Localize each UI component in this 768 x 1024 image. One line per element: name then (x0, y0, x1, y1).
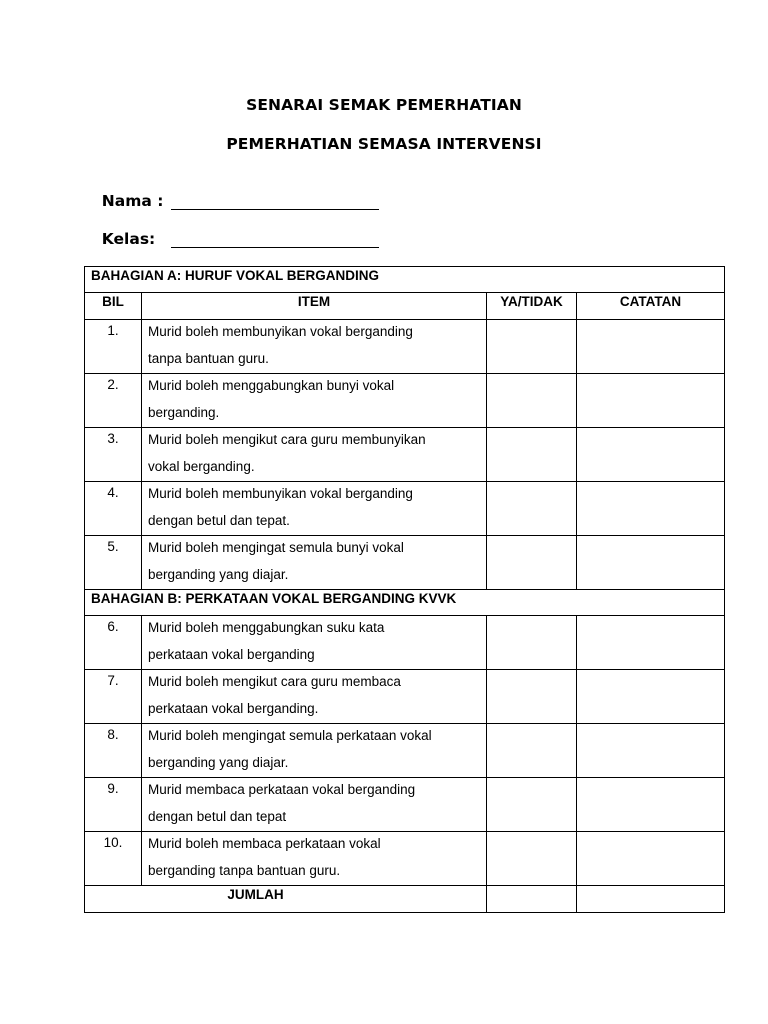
catatan-cell[interactable] (577, 832, 725, 886)
item-line-2: berganding tanpa bantuan guru. (148, 863, 341, 878)
row-number: 10. (85, 832, 142, 886)
catatan-cell[interactable] (577, 482, 725, 536)
item-line-1: Murid boleh menggabungkan suku kata (148, 620, 385, 635)
row-number: 2. (85, 374, 142, 428)
row-number: 1. (85, 320, 142, 374)
item-line-2: berganding yang diajar. (148, 567, 289, 582)
total-row (85, 886, 725, 913)
row-number: 4. (85, 482, 142, 536)
table-row (85, 428, 725, 482)
item-line-1: Murid boleh mengingat semula bunyi vokal (148, 540, 404, 555)
row-item (142, 778, 487, 832)
name-label: Nama : (101, 192, 164, 210)
row-number: 7. (85, 670, 142, 724)
ya-tidak-cell[interactable] (487, 428, 577, 482)
item-line-2: perkataan vokal berganding (148, 647, 315, 662)
item-line-2: vokal berganding. (148, 459, 255, 474)
row-item (142, 616, 487, 670)
row-item (142, 428, 487, 482)
table-row (85, 778, 725, 832)
ya-tidak-cell[interactable] (487, 320, 577, 374)
item-line-1: Murid boleh mengikut cara guru membunyikan (148, 432, 426, 447)
row-number: 6. (85, 616, 142, 670)
catatan-cell[interactable] (577, 536, 725, 590)
ya-tidak-cell[interactable] (487, 536, 577, 590)
item-line-1: Murid boleh membunyikan vokal berganding (148, 486, 413, 501)
item-line-1: Murid boleh membunyikan vokal berganding (148, 324, 413, 339)
item-line-2: dengan betul dan tepat. (148, 513, 290, 528)
catatan-cell[interactable] (577, 428, 725, 482)
item-line-1: Murid boleh membaca perkataan vokal (148, 836, 381, 851)
name-field (91, 174, 379, 210)
item-line-2: dengan betul dan tepat (148, 809, 287, 824)
total-label: JUMLAH (85, 886, 487, 913)
item-line-1: Murid membaca perkataan vokal berganding (148, 782, 416, 797)
table-row (85, 670, 725, 724)
catatan-cell[interactable] (577, 670, 725, 724)
catatan-cell[interactable] (577, 374, 725, 428)
section-b-row (85, 590, 725, 616)
ya-tidak-cell[interactable] (487, 778, 577, 832)
column-header-bil: BIL (85, 293, 142, 320)
row-item (142, 320, 487, 374)
ya-tidak-cell[interactable] (487, 724, 577, 778)
class-blank-line[interactable] (171, 230, 379, 248)
section-a-heading: BAHAGIAN A: HURUF VOKAL BERGANDING (85, 267, 725, 293)
table-row (85, 320, 725, 374)
row-item (142, 670, 487, 724)
column-header-item: ITEM (142, 293, 487, 320)
row-item (142, 724, 487, 778)
column-header-row (85, 293, 725, 320)
item-line-1: Murid boleh mengingat semula perkataan vokal (148, 728, 432, 743)
ya-tidak-cell[interactable] (487, 832, 577, 886)
catatan-cell[interactable] (577, 724, 725, 778)
total-ya-tidak-cell[interactable] (487, 886, 577, 913)
column-header-ya-tidak: YA/TIDAK (487, 293, 577, 320)
item-line-2: berganding. (148, 405, 220, 420)
ya-tidak-cell[interactable] (487, 616, 577, 670)
item-line-2: tanpa bantuan guru. (148, 351, 269, 366)
row-number: 9. (85, 778, 142, 832)
table-row (85, 374, 725, 428)
catatan-cell[interactable] (577, 778, 725, 832)
table-row (85, 724, 725, 778)
item-line-1: Murid boleh mengikut cara guru membaca (148, 674, 401, 689)
row-number: 5. (85, 536, 142, 590)
ya-tidak-cell[interactable] (487, 670, 577, 724)
total-catatan-cell[interactable] (577, 886, 725, 913)
catatan-cell[interactable] (577, 320, 725, 374)
item-line-1: Murid boleh menggabungkan bunyi vokal (148, 378, 395, 393)
item-line-2: berganding yang diajar. (148, 755, 289, 770)
row-item (142, 482, 487, 536)
column-header-catatan: CATATAN (577, 293, 725, 320)
ya-tidak-cell[interactable] (487, 374, 577, 428)
row-number: 3. (85, 428, 142, 482)
page-subtitle: PEMERHATIAN SEMASA INTERVENSI (226, 135, 542, 153)
row-number: 8. (85, 724, 142, 778)
row-item (142, 832, 487, 886)
catatan-cell[interactable] (577, 616, 725, 670)
section-a-row (85, 267, 725, 293)
table-row (85, 536, 725, 590)
item-line-2: perkataan vokal berganding. (148, 701, 319, 716)
checklist-table (84, 266, 725, 913)
table-row (85, 616, 725, 670)
page-title: SENARAI SEMAK PEMERHATIAN (246, 96, 522, 114)
name-blank-line[interactable] (171, 192, 379, 210)
table-row (85, 482, 725, 536)
table-row (85, 832, 725, 886)
ya-tidak-cell[interactable] (487, 482, 577, 536)
row-item (142, 374, 487, 428)
class-label: Kelas: (101, 230, 156, 248)
class-field (91, 212, 379, 248)
section-b-heading: BAHAGIAN B: PERKATAAN VOKAL BERGANDING KVVK (85, 590, 725, 616)
row-item (142, 536, 487, 590)
